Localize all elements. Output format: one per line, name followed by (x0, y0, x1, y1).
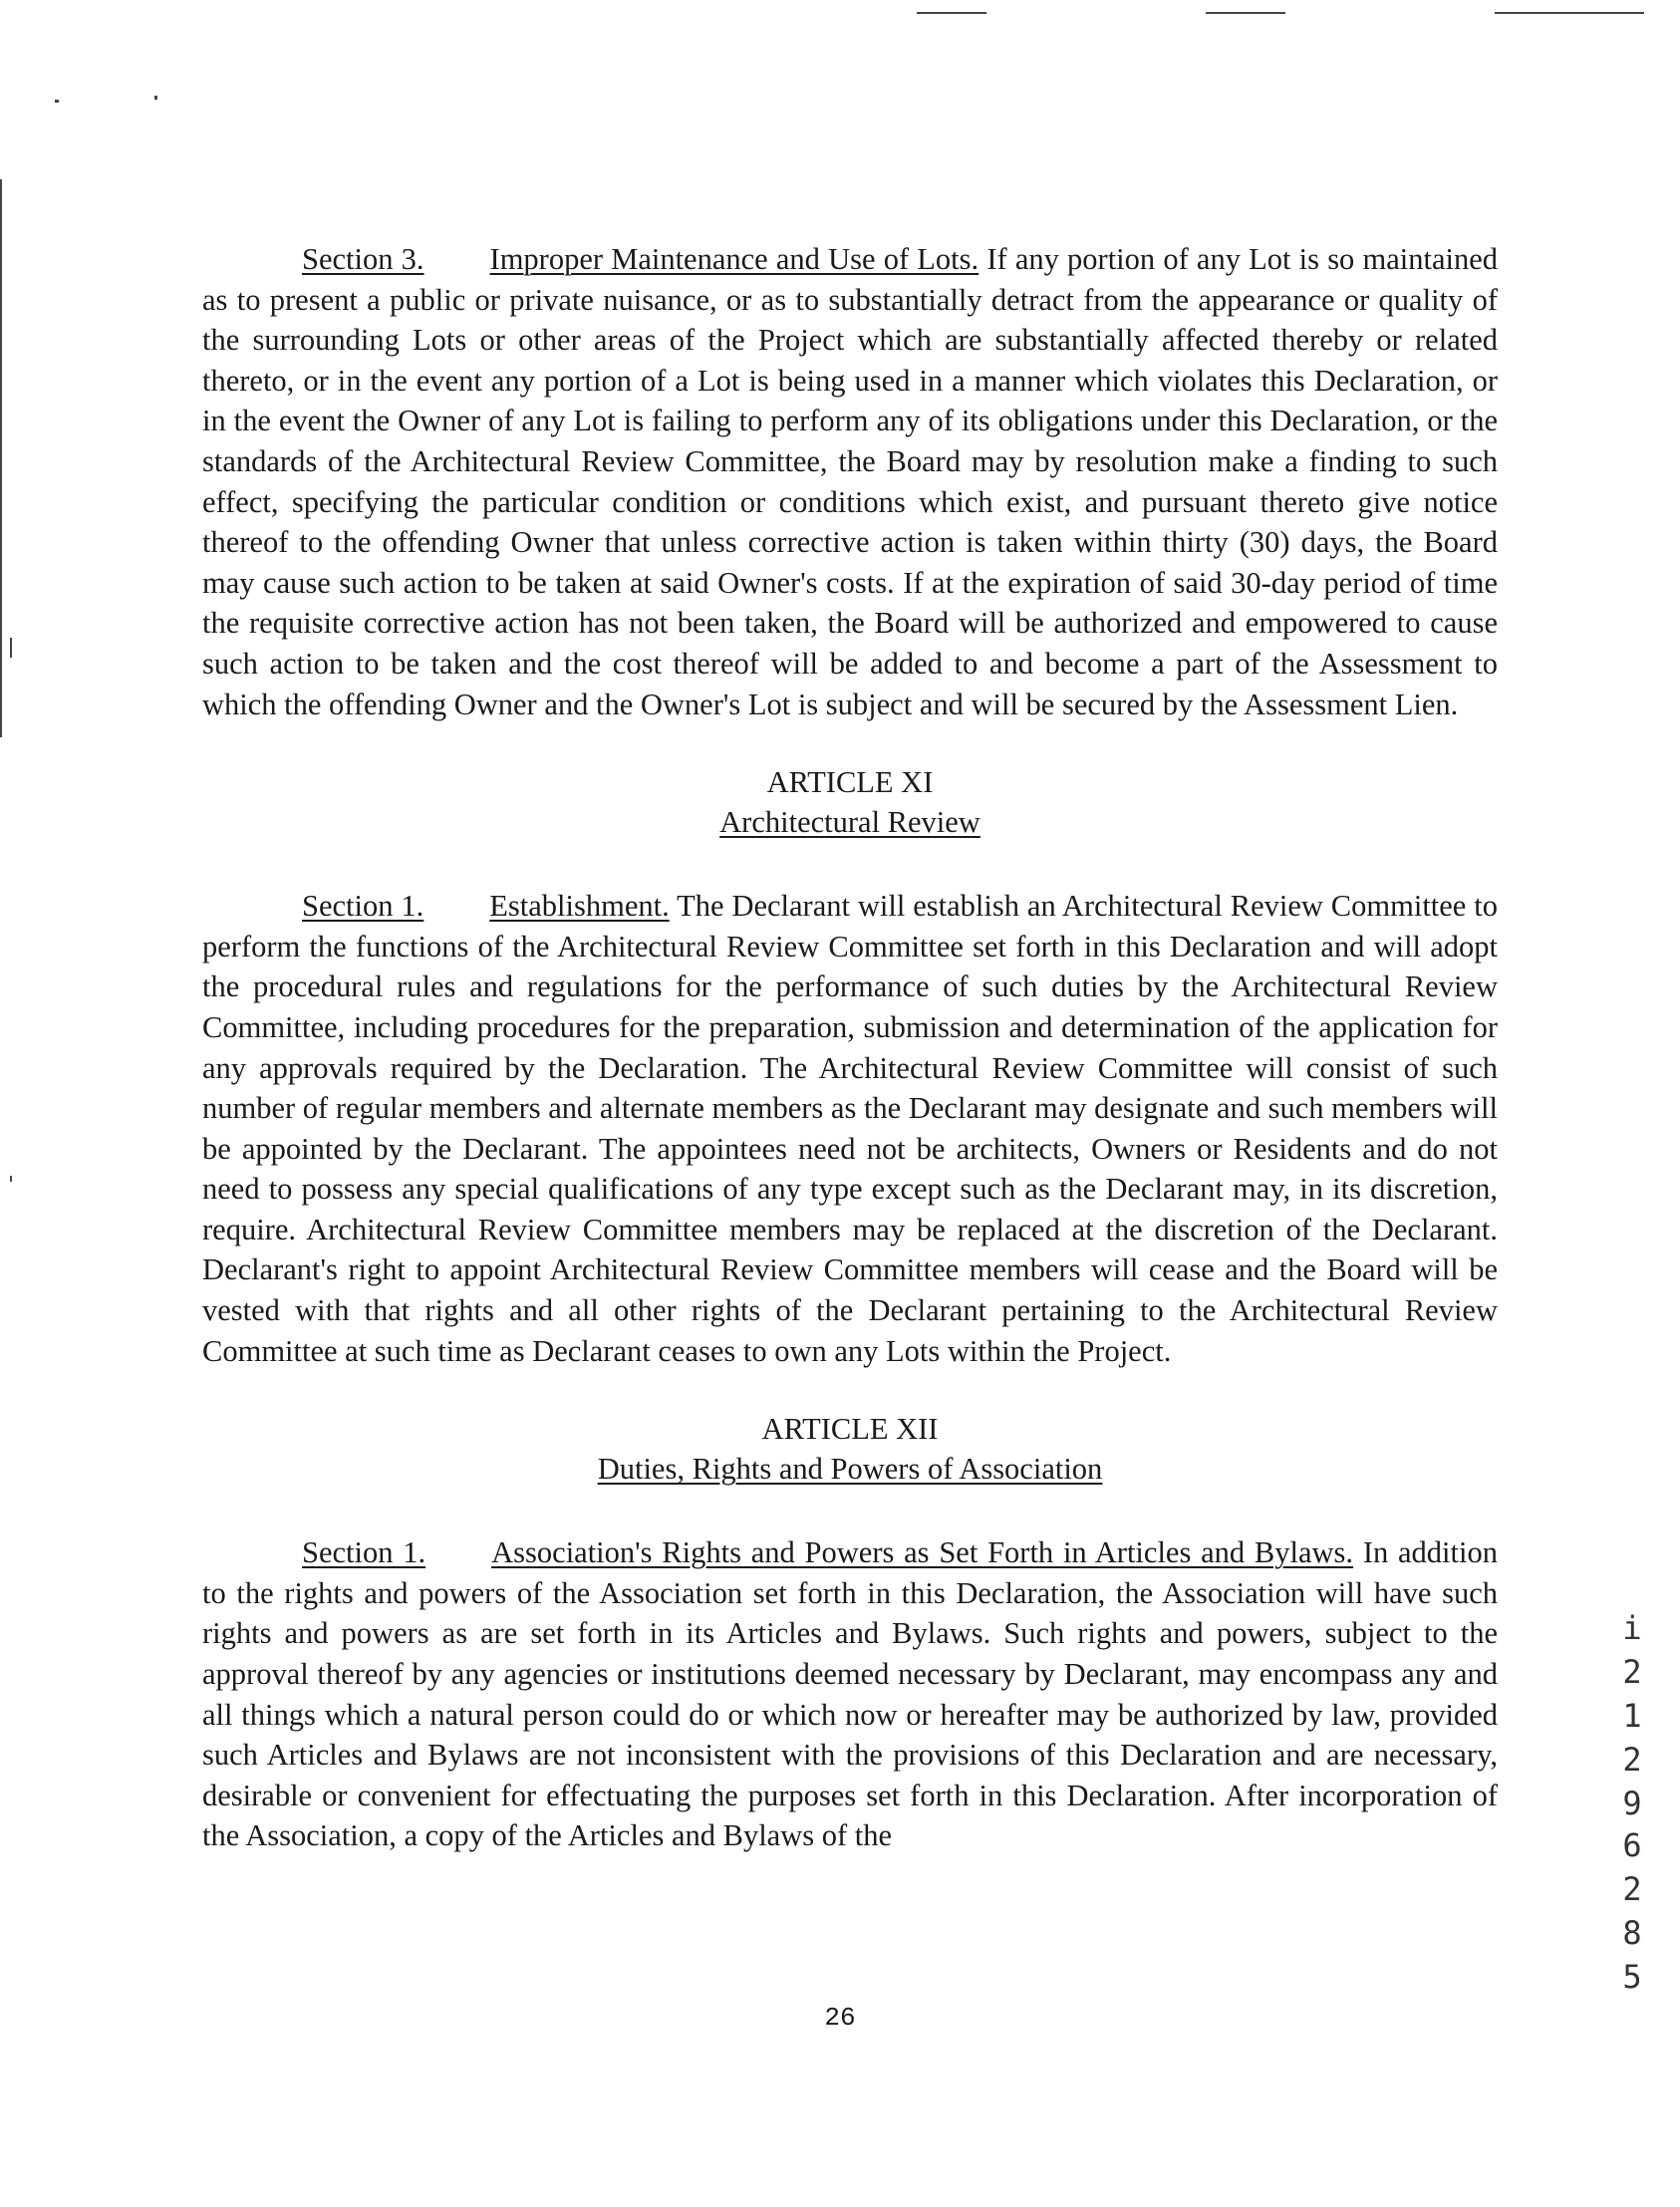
recording-stamp-lower (1612, 1823, 1652, 1999)
scan-dot (10, 1176, 12, 1182)
article-11-heading: ARTICLE XI (766, 765, 934, 800)
stamp-char: 6 (1622, 1826, 1642, 1864)
article-12-section-1-title: Association's Rights and Powers as Set Forth in Articles and Bylaws. (491, 1535, 1354, 1570)
article-12-section-1-label: Section 1. (302, 1535, 426, 1570)
article-12-subheading: Duties, Rights and Powers of Association (597, 1452, 1103, 1487)
scan-dot (154, 96, 157, 100)
article-11-section-1-text: The Declarant will establish an Architectural Review Committee to perform the functions of the Architectural Review Committee set forth in this Declaration and will adopt the procedural rules and regulations for the performance of such duties by the Architectural Review Committee, including procedures for the preparation, submission and determination of the application for any approvals required by the Declaration. The Architectural Review Committee will consist of such number of regular members and alternate members as the Declarant may designate and such members will be appointed by the Declarant. The appointees need not be architects, Owners or Residents and do not need to possess any special qualifications of any type except such as the Declarant may, in its discretion, require. Architectural Review Committee members may be replaced at the discretion of the Declarant. Declarant's right to appoint Architectural Review Committee members will cease and the Board will be vested with that rights and all other rights of the Declarant pertaining to the Architectural Review Committee at such time as Declarant ceases to own any Lots within the Project. (202, 889, 1499, 1368)
stamp-char: i (1622, 1609, 1642, 1647)
scan-top-mark (1206, 12, 1285, 14)
scan-top-mark (1495, 12, 1644, 14)
section-3-text: If any portion of any Lot is so maintained as to present a public or private nuisance, or as to substantially detract from the appearance or quality of the surrounding Lots or other areas of the Project which are substantially affected thereby or related thereto, or in the event any portion of a Lot is being used in a manner which violates this Declaration, or in the event the Owner of any Lot is failing to perform any of its obligations under this Declaration, or the standards of the Architectural Review Committee, the Board may by resolution make a finding to such effect, specifying the particular condition or conditions which exist, and pursuant thereto give notice thereof to the offending Owner that unless corrective action is taken within thirty (30) days, the Board may cause such action to be taken at said Owner's costs. If at the expiration of said 30-day period of time the requisite corrective action has not been taken, the Board will be authorized and empowered to cause such action to be taken and the cost thereof will be added to and become a part of the Assessment to which the offending Owner and the Owner's Lot is subject and will be secured by the Assessment Lien. (202, 242, 1498, 721)
stamp-char: 2 (1622, 1653, 1642, 1691)
section-3-title: Improper Maintenance and Use of Lots. (489, 242, 980, 276)
article-12-heading: ARTICLE XII (761, 1412, 939, 1447)
stamp-char: 5 (1622, 1958, 1642, 1996)
stamp-char: 1 (1622, 1697, 1642, 1735)
stamp-char: 9 (1622, 1785, 1642, 1822)
stamp-char: 8 (1622, 1914, 1642, 1952)
scan-top-mark (917, 12, 986, 14)
article-11-section-1-title: Establishment. (489, 889, 670, 924)
section-3-label: Section 3. (302, 242, 424, 276)
article-11-section-1-label: Section 1. (302, 889, 424, 924)
article-11-section-1-paragraph (202, 886, 1498, 1371)
recording-stamp-upper (1612, 1606, 1652, 1825)
document-body (202, 239, 1498, 1856)
article-12-section-1-paragraph (202, 1532, 1498, 1856)
scan-dot (55, 100, 59, 103)
page-number: 26 (824, 2003, 856, 2033)
stamp-char: 2 (1622, 1741, 1642, 1779)
article-12-section-1-text: In addition to the rights and powers of the Association set forth in this Declaration, the Association will have such rights and powers as are set forth in its Articles and Bylaws. Such rights and powers, subject to the approval thereof by any agencies or institutions deemed necessary by Declarant, may encompass any and all things which a natural person could do or which now or hereafter may be authorized by law, provided such Articles and Bylaws are not inconsistent with the provisions of this Declaration and are necessary, desirable or convenient for effectuating the purposes set forth in this Declaration. After incorporation of the Association, a copy of the Articles and Bylaws of the (202, 1535, 1498, 1853)
article-11-subheading: Architectural Review (719, 805, 980, 840)
scan-dot (10, 638, 12, 658)
stamp-char: 2 (1622, 1870, 1642, 1908)
section-3-paragraph (202, 239, 1498, 724)
scan-edge-line (0, 179, 2, 737)
